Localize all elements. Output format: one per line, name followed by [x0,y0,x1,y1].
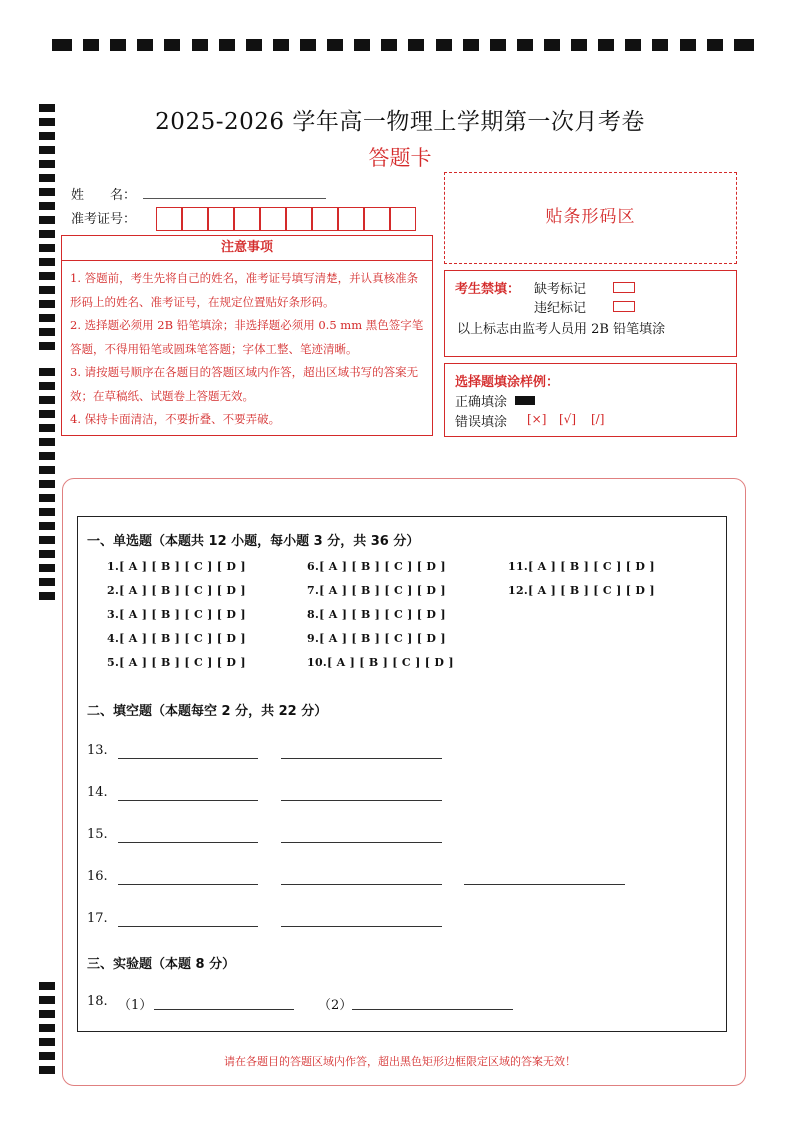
section-1-title: 一、单选题（本题共 12 小题，每小题 3 分，共 36 分） [87,534,420,549]
correct-fill-label: 正确填涂 [455,395,508,410]
mc-question-9[interactable]: 9.[ A ] [ B ] [ C ] [ D ] [307,632,446,645]
mc-question-11[interactable]: 11.[ A ] [ B ] [ C ] [ D ] [508,560,655,573]
mc-question-6[interactable]: 6.[ A ] [ B ] [ C ] [ D ] [307,560,446,573]
section-3-title: 三、实验题（本题 8 分） [87,957,236,972]
absent-label: 缺考标记 [534,282,587,297]
mc-question-10[interactable]: 10.[ A ] [ B ] [ C ] [ D ] [307,656,454,669]
notice-item: 1. 答题前，考生先将自己的姓名，准考证号填写清楚，并认真核准条形码上的姓名、准考证号，在规定位置贴好条形码。 [70,271,419,309]
fill-question-16: 16. [87,869,108,884]
answer-blank[interactable] [281,926,442,927]
answer-blank[interactable] [118,926,258,927]
page-title: 2025-2026 学年高一物理上学期第一次月考卷 [155,109,645,135]
id-label: 准考证号： [71,212,137,227]
forbid-note: 以上标志由监考人员用 2B 铅笔填涂 [457,322,666,337]
id-number-boxes[interactable] [156,207,416,231]
barcode-area: 贴条形码区 [444,172,737,264]
mc-question-5[interactable]: 5.[ A ] [ B ] [ C ] [ D ] [107,656,246,669]
page-subtitle: 答题卡 [368,146,432,170]
mc-question-3[interactable]: 3.[ A ] [ B ] [ C ] [ D ] [107,608,246,621]
answer-blank[interactable] [352,1009,513,1010]
name-label: 姓 名： [71,188,137,203]
experiment-question-18: 18. [87,994,108,1009]
wrong-fill-label: 错误填涂 [455,415,508,430]
answer-blank[interactable] [118,800,258,801]
timing-marks-top [52,38,754,52]
notice-item: 2. 选择题必须用 2B 铅笔填涂；非选择题必须用 0.5 mm 黑色签字笔答题，不得用铅笔或圆珠笔答题；字体工整、笔迹清晰。 [70,318,424,356]
fill-question-13: 13. [87,743,108,758]
absent-mark-box[interactable] [613,282,635,293]
violation-label: 违纪标记 [534,301,587,316]
wrong-fill-mark: [√] [559,412,577,426]
examiner-marks-box [444,270,737,357]
mc-question-8[interactable]: 8.[ A ] [ B ] [ C ] [ D ] [307,608,446,621]
violation-mark-box[interactable] [613,301,635,312]
fill-sample-box [444,363,737,437]
fill-question-15: 15. [87,827,108,842]
part-2-label: （2） [318,998,353,1013]
answer-blank[interactable] [464,884,625,885]
notice-item: 3. 请按题号顺序在各题目的答题区域内作答，超出区域书写的答案无效；在草稿纸、试题卷上答题无效。 [70,365,419,403]
mc-question-4[interactable]: 4.[ A ] [ B ] [ C ] [ D ] [107,632,246,645]
fill-question-17: 17. [87,911,108,926]
answer-blank[interactable] [118,758,258,759]
correct-fill-mark [515,396,535,405]
fill-question-14: 14. [87,785,108,800]
answer-blank[interactable] [118,884,258,885]
notice-item: 4. 保持卡面清洁，不要折叠、不要弄破。 [70,412,281,426]
answer-blank[interactable] [154,1009,294,1010]
forbid-label: 考生禁填： [455,282,521,297]
answer-blank[interactable] [281,800,442,801]
notice-heading: 注意事项 [62,236,432,261]
section-2-title: 二、填空题（本题每空 2 分，共 22 分） [87,704,328,719]
answer-blank[interactable] [281,884,442,885]
timing-marks-left-2 [39,368,55,606]
notice-box [61,235,433,436]
mc-question-1[interactable]: 1.[ A ] [ B ] [ C ] [ D ] [107,560,246,573]
part-1-label: （1） [118,998,153,1013]
answer-blank[interactable] [118,842,258,843]
mc-question-12[interactable]: 12.[ A ] [ B ] [ C ] [ D ] [508,584,655,597]
mc-question-2[interactable]: 2.[ A ] [ B ] [ C ] [ D ] [107,584,246,597]
footer-warning: 请在各题目的答题区域内作答，超出黑色矩形边框限定区域的答案无效！ [224,1055,576,1068]
answer-blank[interactable] [281,842,442,843]
wrong-fill-mark: [×] [527,412,547,426]
answer-blank[interactable] [281,758,442,759]
mc-question-7[interactable]: 7.[ A ] [ B ] [ C ] [ D ] [307,584,446,597]
name-field[interactable] [143,198,326,199]
wrong-fill-mark: [/] [591,412,605,426]
sample-title: 选择题填涂样例： [455,375,560,390]
